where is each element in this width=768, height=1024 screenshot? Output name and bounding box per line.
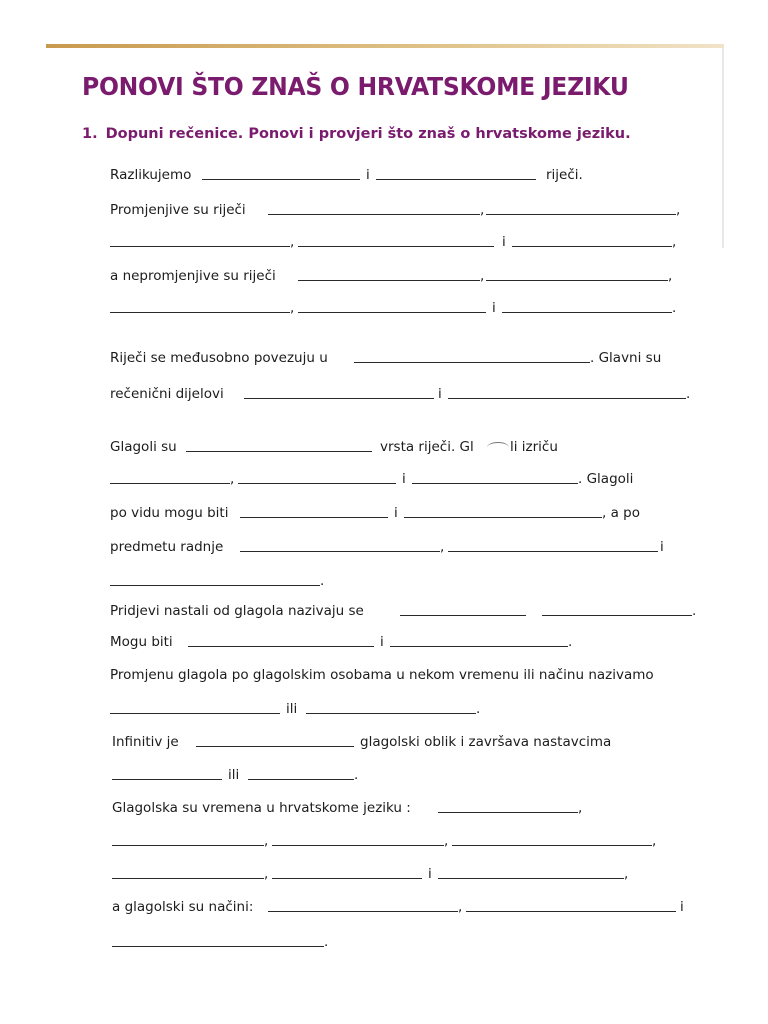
blank-answer-line[interactable] <box>202 179 360 180</box>
blank-answer-line[interactable] <box>110 585 320 586</box>
blank-answer-line[interactable] <box>110 483 230 484</box>
blank-answer-line[interactable] <box>486 214 676 215</box>
blank-answer-line[interactable] <box>354 362 590 363</box>
blank-answer-line[interactable] <box>238 483 396 484</box>
blank-answer-line[interactable] <box>298 312 486 313</box>
blank-answer-line[interactable] <box>448 398 686 399</box>
sentence-text: Promjenu glagola po glagolskim osobama u nekom vremenu ili načinu nazivamo <box>110 667 654 683</box>
blank-answer-line[interactable] <box>452 845 652 846</box>
sentence-text: i <box>380 634 384 650</box>
blank-answer-line[interactable] <box>438 812 578 813</box>
sentence-text: a nepromjenjive su riječi <box>110 268 276 284</box>
blank-answer-line[interactable] <box>486 280 668 281</box>
correction-mark <box>487 442 509 453</box>
sentence-text: . <box>324 934 329 950</box>
blank-answer-line[interactable] <box>196 746 354 747</box>
task-instruction <box>82 126 631 142</box>
sentence-text: Pridjevi nastali od glagola nazivaju se <box>110 603 364 619</box>
sentence-text: , <box>290 234 295 250</box>
blank-answer-line[interactable] <box>272 845 444 846</box>
blank-answer-line[interactable] <box>110 312 290 313</box>
top-border-stripe <box>46 44 724 48</box>
blank-answer-line[interactable] <box>186 451 372 452</box>
sentence-text: , <box>652 833 657 849</box>
sentence-text: . Glavni su <box>590 350 662 366</box>
sentence-text: , <box>264 866 269 882</box>
sentence-text: , <box>264 833 269 849</box>
sentence-text: predmetu radnje <box>110 539 224 555</box>
sentence-text: , <box>624 866 629 882</box>
sentence-text: , <box>230 471 235 487</box>
sentence-text: vrsta riječi. Gl <box>380 439 474 455</box>
blank-answer-line[interactable] <box>112 779 222 780</box>
sentence-text: i <box>680 899 684 915</box>
sentence-text: . Glagoli <box>578 471 634 487</box>
sentence-text: riječi. <box>546 167 583 183</box>
sentence-text: , <box>444 833 449 849</box>
sentence-text: , <box>578 800 583 816</box>
sentence-text: , <box>440 539 445 555</box>
blank-answer-line[interactable] <box>188 646 374 647</box>
sentence-text: i <box>660 539 664 555</box>
blank-answer-line[interactable] <box>542 615 692 616</box>
blank-answer-line[interactable] <box>268 911 458 912</box>
blank-answer-line[interactable] <box>512 246 672 247</box>
sentence-text: , <box>290 300 295 316</box>
sentence-text: , a po <box>602 505 640 521</box>
sentence-text: ili <box>228 767 240 783</box>
sentence-text: i <box>438 386 442 402</box>
sentence-text: . <box>476 701 481 717</box>
blank-answer-line[interactable] <box>110 246 290 247</box>
sentence-text: , <box>458 899 463 915</box>
sentence-text: . <box>320 573 325 589</box>
sentence-text: , <box>480 268 485 284</box>
sentence-text: Razlikujemo <box>110 167 192 183</box>
page-edge-shadow <box>722 48 724 248</box>
blank-answer-line[interactable] <box>272 878 422 879</box>
blank-answer-line[interactable] <box>400 615 526 616</box>
sentence-text: Promjenjive su riječi <box>110 202 246 218</box>
sentence-text: . <box>354 767 359 783</box>
blank-answer-line[interactable] <box>448 551 658 552</box>
sentence-text: Glagolska su vremena u hrvatskome jeziku : <box>112 800 411 816</box>
task-text: Dopuni rečenice. Ponovi i provjeri što znaš o hrvatskome jeziku. <box>105 126 631 142</box>
sentence-text: Riječi se međusobno povezuju u <box>110 350 328 366</box>
sentence-text: i <box>394 505 398 521</box>
sentence-text: . <box>692 603 697 619</box>
sentence-text: , <box>672 234 677 250</box>
sentence-text: i <box>492 300 496 316</box>
sentence-text: Infinitiv je <box>112 734 179 750</box>
blank-answer-line[interactable] <box>390 646 568 647</box>
sentence-text: , <box>676 202 681 218</box>
blank-answer-line[interactable] <box>298 246 494 247</box>
blank-answer-line[interactable] <box>268 214 480 215</box>
sentence-text: glagolski oblik i završava nastavcima <box>360 734 612 750</box>
blank-answer-line[interactable] <box>112 878 264 879</box>
blank-answer-line[interactable] <box>412 483 578 484</box>
blank-answer-line[interactable] <box>240 517 388 518</box>
sentence-text: a glagolski su načini: <box>112 899 254 915</box>
blank-answer-line[interactable] <box>306 713 476 714</box>
sentence-text: i <box>366 167 370 183</box>
blank-answer-line[interactable] <box>404 517 602 518</box>
sentence-text: i <box>502 234 506 250</box>
sentence-text: rečenični dijelovi <box>110 386 224 402</box>
blank-answer-line[interactable] <box>298 280 480 281</box>
blank-answer-line[interactable] <box>112 845 264 846</box>
blank-answer-line[interactable] <box>112 946 324 947</box>
blank-answer-line[interactable] <box>244 398 434 399</box>
blank-answer-line[interactable] <box>240 551 440 552</box>
sentence-text: li izriču <box>510 439 558 455</box>
sentence-text: Mogu biti <box>110 634 173 650</box>
sentence-text: po vidu mogu biti <box>110 505 229 521</box>
sentence-text: i <box>428 866 432 882</box>
blank-answer-line[interactable] <box>376 179 536 180</box>
sentence-text: . <box>672 300 677 316</box>
task-number: 1. <box>82 126 98 142</box>
blank-answer-line[interactable] <box>502 312 672 313</box>
sentence-text: , <box>480 202 485 218</box>
blank-answer-line[interactable] <box>110 713 280 714</box>
worksheet-title: PONOVI ŠTO ZNAŠ O HRVATSKOME JEZIKU <box>82 72 629 101</box>
sentence-text: ili <box>286 701 298 717</box>
blank-answer-line[interactable] <box>466 911 676 912</box>
blank-answer-line[interactable] <box>248 779 354 780</box>
blank-answer-line[interactable] <box>438 878 624 879</box>
sentence-text: . <box>568 634 573 650</box>
sentence-text: i <box>402 471 406 487</box>
sentence-text: , <box>668 268 673 284</box>
sentence-text: . <box>686 386 691 402</box>
sentence-text: Glagoli su <box>110 439 177 455</box>
